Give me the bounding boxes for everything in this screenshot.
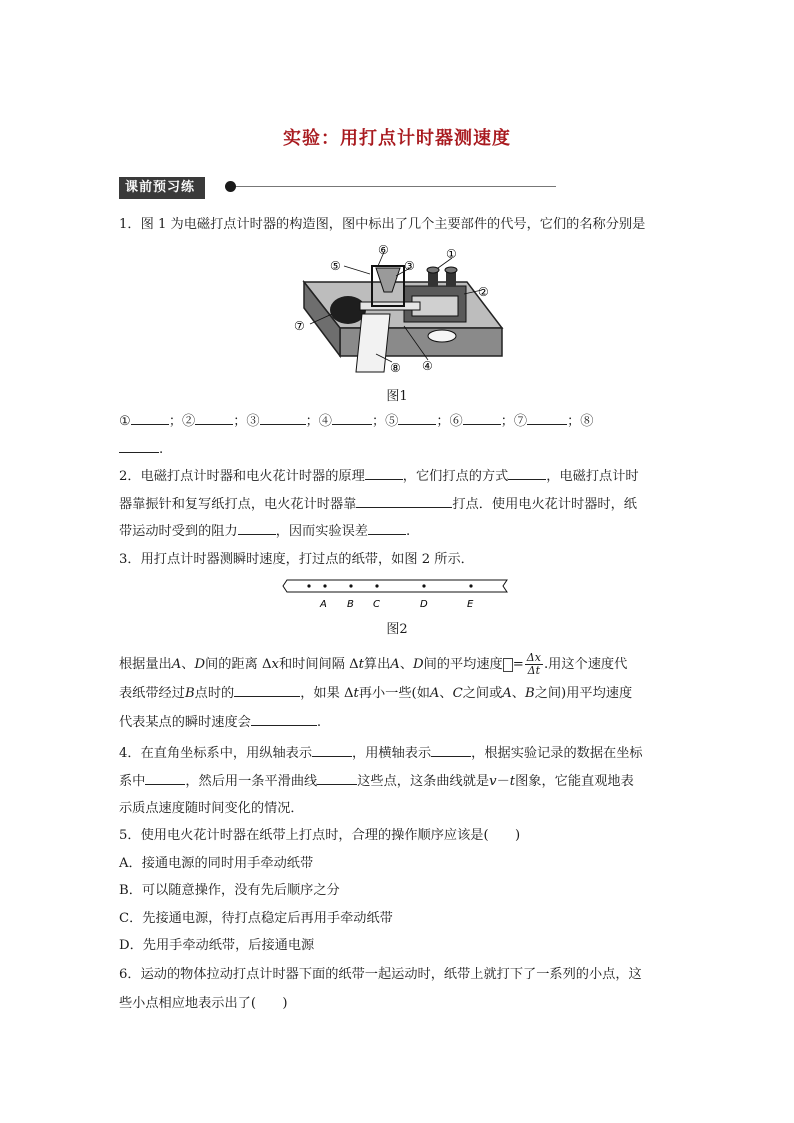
velocity-symbol-icon [503, 658, 513, 672]
figure-2-paper-tape [281, 576, 511, 612]
option-d[interactable]: D．先用手牵动纸带，后接通电源 [119, 938, 315, 953]
tape-point-label: D [420, 599, 428, 610]
question-5 [119, 822, 679, 960]
tape-dot [469, 584, 472, 587]
answer-blank[interactable] [508, 465, 546, 480]
answer-blank[interactable] [119, 438, 159, 453]
answer-blank[interactable] [238, 520, 276, 535]
answer-blank[interactable] [398, 410, 436, 425]
section-label: 课前预习练 [119, 177, 205, 199]
answer-blank[interactable] [260, 410, 306, 425]
answer-blank[interactable] [463, 410, 501, 425]
option-b[interactable]: B．可以随意操作，没有先后顺序之分 [119, 883, 340, 898]
tape-point-label: B [347, 599, 354, 610]
figure-1-label: ③ [404, 259, 415, 273]
tape-dot [349, 584, 352, 587]
figure-1-label: ⑤ [330, 259, 341, 273]
question-5-stem: 5．使用电火花计时器在纸带上打点时，合理的操作顺序应该是( ) [119, 828, 521, 843]
section-divider [236, 186, 556, 187]
answer-blank[interactable] [317, 770, 357, 785]
tape-point-label: E [467, 599, 474, 610]
question-6-line: 些小点相应地表示出了( ) [119, 996, 288, 1011]
page-title: 实验：用打点计时器测速度 [283, 128, 511, 149]
question-4: 4．在直角坐标系中，用纵轴表示 ，用横轴表示 ，根据实验记录的数据在坐标 系中 ，然后用一条平滑曲线 这些点，这条曲线就是v－t图象，它能直观地表 示质点速度随时间变化的情况． [119, 740, 679, 823]
fraction: $\frac{\Delta x}{\Delta t}$ [526, 651, 541, 677]
tape-point-label: C [373, 599, 380, 610]
figure-1-caption: 图1 [386, 389, 408, 404]
question-3-body: 根据量出A、D间的距离 Δx和时间间隔 Δt算出A、D间的平均速度 = $\frac{\Delta x}{\Delta t}$ .用这个速度代 表纸带经过B点时的 ，如果 Δt再小一些(如A、C之间或A、B之间)用平均速度 代表某点的瞬时速度会 . [119, 651, 633, 730]
figure-1-label: ⑥ [378, 244, 389, 257]
answer-blank[interactable] [251, 711, 317, 726]
answer-blank[interactable] [312, 742, 352, 757]
figure-1-label: ⑦ [294, 319, 305, 333]
answer-blank[interactable] [368, 520, 406, 535]
section-header [119, 176, 205, 198]
question-1-stem: 1．图 1 为电磁打点计时器的构造图，图中标出了几个主要部件的代号，它们的名称分别是 [119, 217, 646, 232]
tape-dot [323, 584, 326, 587]
answer-blank[interactable] [527, 410, 567, 425]
figure-2-caption: 图2 [386, 622, 408, 637]
option-c[interactable]: C．先接通电源，待打点稳定后再用手牵动纸带 [119, 910, 393, 926]
tape-dot [375, 584, 378, 587]
figure-1-label: ⑧ [390, 361, 401, 374]
answer-blank[interactable] [145, 770, 185, 785]
bullet-dot-icon [225, 181, 236, 192]
answer-blank[interactable] [131, 410, 169, 425]
question-2: 2．电磁打点计时器和电火花计时器的原理 ，它们打点的方式 ，电磁打点计时 器靠振针和复写纸打点，电火花计时器靠 打点．使用电火花计时器时，纸 带运动时受到的阻力 ，因而实验误差 . [119, 463, 679, 546]
answer-blank[interactable] [356, 493, 452, 508]
question-6-line: 6．运动的物体拉动打点计时器下面的纸带一起运动时，纸带上就打下了一系列的小点，这 [119, 967, 642, 982]
figure-1-label: ① [446, 247, 457, 261]
answer-blank[interactable] [195, 410, 233, 425]
figure-1-label: ② [478, 285, 489, 299]
question-3-stem: 3．用打点计时器测瞬时速度，打过点的纸带，如图 2 所示． [119, 552, 474, 567]
tape-dot [422, 584, 425, 587]
answer-blank[interactable] [365, 465, 403, 480]
answer-blank[interactable] [332, 410, 372, 425]
answer-blank[interactable] [234, 682, 300, 697]
figure-1-timer-diagram [292, 244, 508, 374]
question-6 [119, 960, 679, 1018]
figure-1-label: ④ [422, 359, 433, 373]
answer-blank[interactable] [431, 742, 471, 757]
tape-dot [307, 584, 310, 587]
question-1-blanks: ① ；② ；③ ；④ ；⑤ ；⑥ ；⑦ ；⑧ . [119, 408, 679, 463]
option-a[interactable]: A．接通电源的同时用手牵动纸带 [119, 855, 314, 871]
tape-point-label: A [320, 599, 327, 610]
